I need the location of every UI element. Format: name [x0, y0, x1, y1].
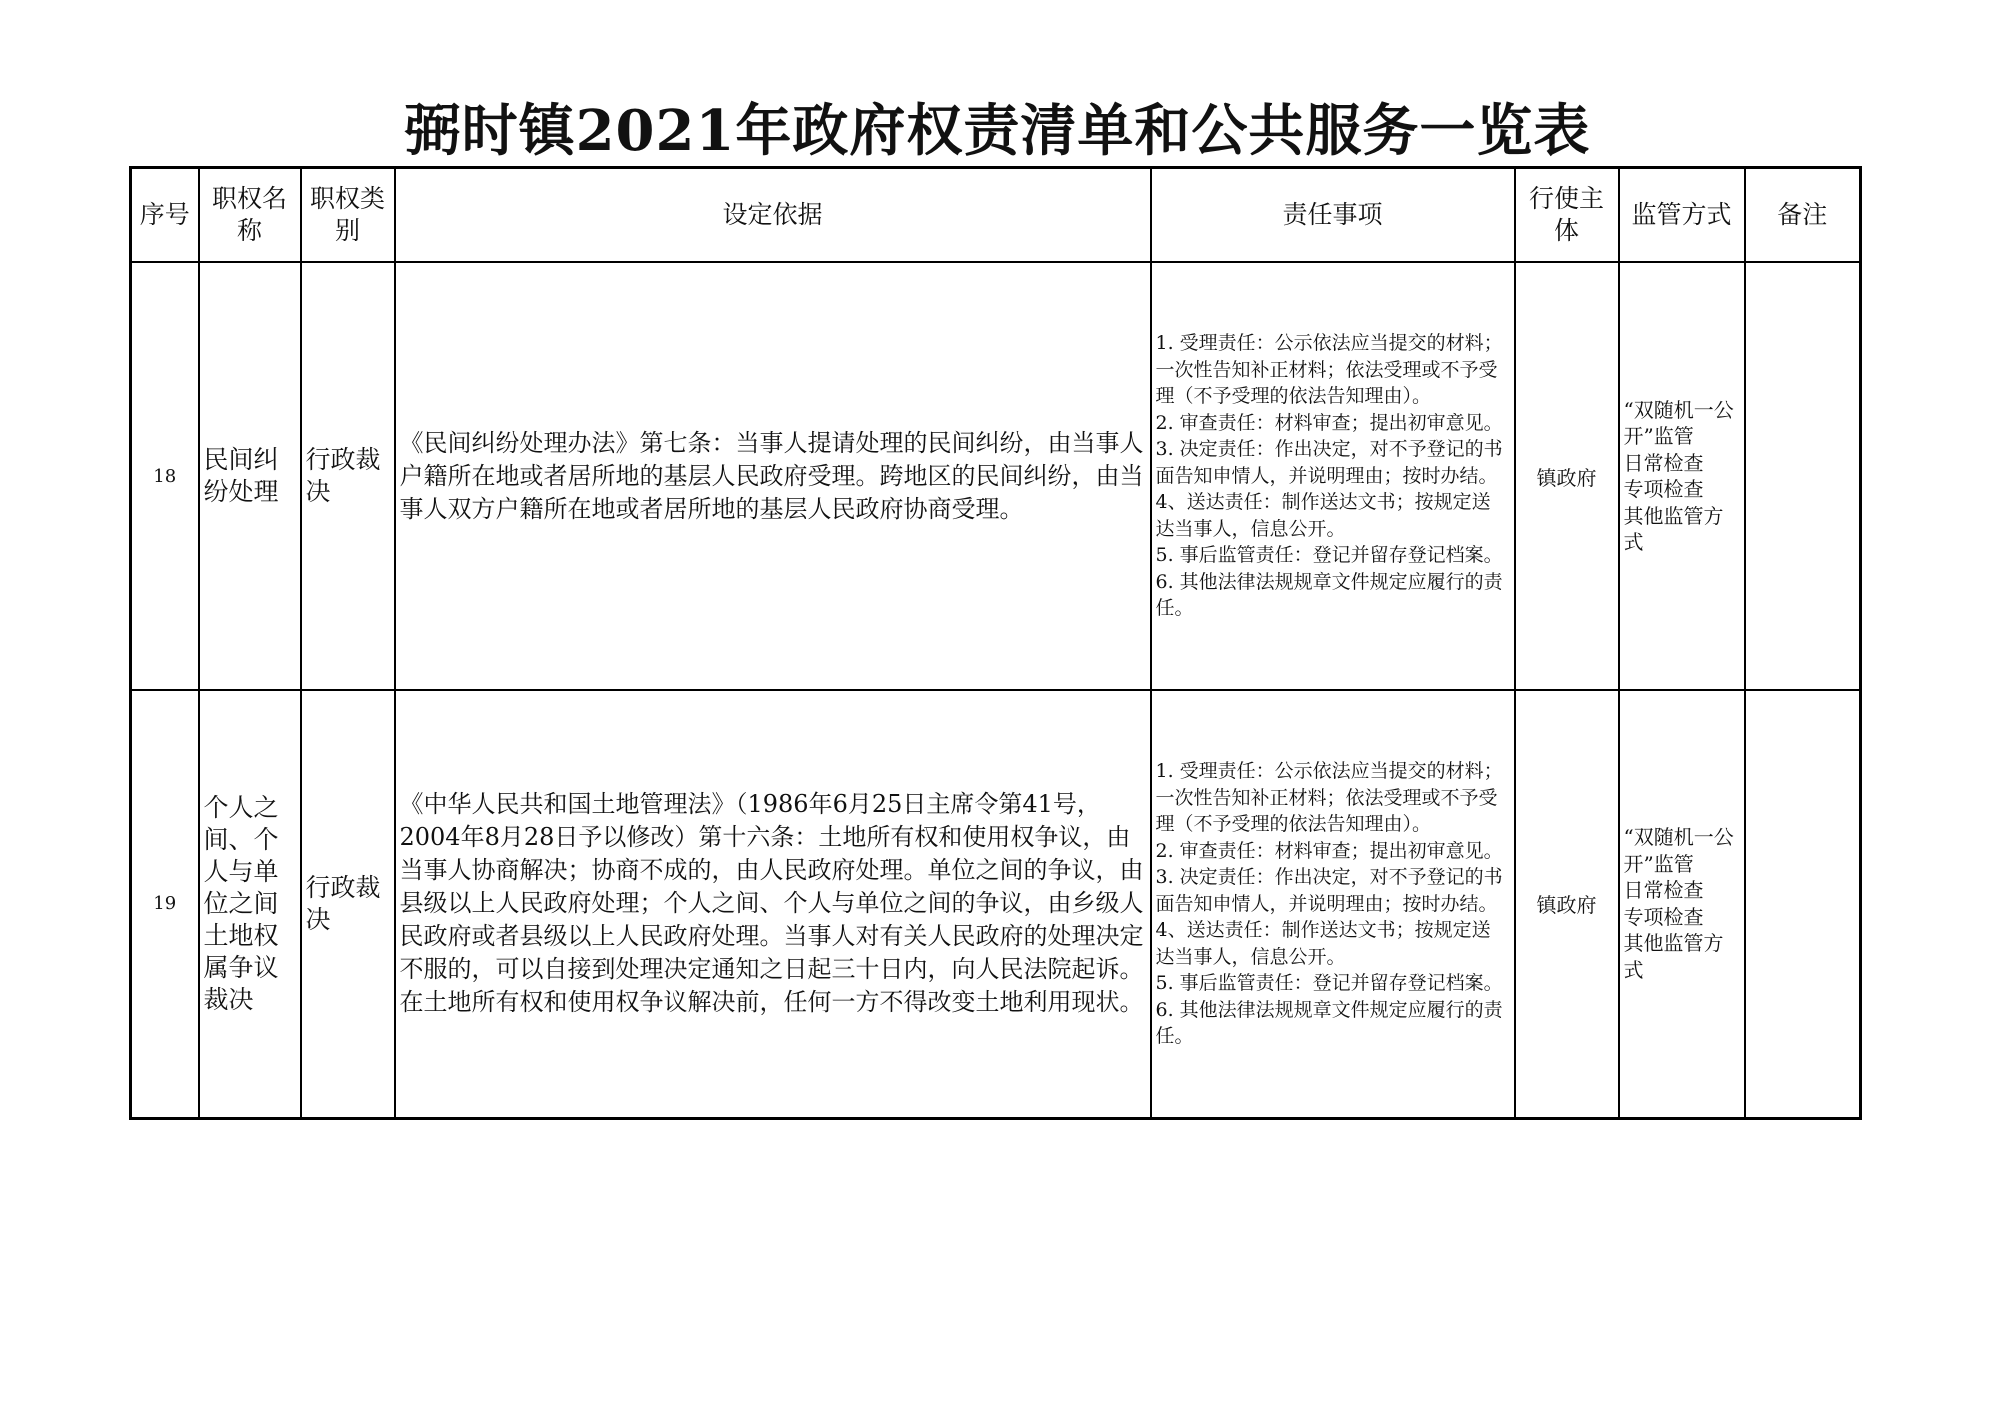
- header-resp: 责任事项: [1151, 168, 1515, 263]
- header-type: 职权类别: [301, 168, 395, 263]
- table-row: [131, 262, 1861, 690]
- cell-supervise: [1619, 690, 1745, 1118]
- cell-type: 行政裁决: [301, 690, 395, 1118]
- cell-subject: 镇政府: [1515, 262, 1619, 690]
- supervise-item: 专项检查: [1623, 904, 1704, 929]
- supervise-item: 其他监管方式: [1623, 503, 1724, 554]
- cell-subject: 镇政府: [1515, 690, 1619, 1118]
- header-row: [131, 168, 1861, 263]
- header-subject: 行使主体: [1515, 168, 1619, 263]
- supervise-item: “双随机一公开”监管: [1623, 397, 1734, 448]
- cell-resp: [1151, 262, 1515, 690]
- cell-name: 民间纠纷处理: [199, 262, 301, 690]
- header-name: 职权名称: [199, 168, 301, 263]
- resp-item: 4、送达责任：制作送达文书；按规定送达当事人，信息公开。: [1155, 919, 1491, 968]
- header-seq: 序号: [131, 168, 199, 263]
- header-note: 备注: [1745, 168, 1861, 263]
- resp-item: 3. 决定责任：作出决定，对不予登记的书面告知申情人，并说明理由；按时办结。: [1155, 866, 1503, 915]
- supervise-item: “双随机一公开”监管: [1623, 825, 1734, 876]
- resp-item: 6. 其他法律法规规章文件规定应履行的责任。: [1155, 570, 1503, 620]
- cell-basis: 《民间纠纷处理办法》第七条：当事人提请处理的民间纠纷，由当事人户籍所在地或者居所地的基层人民政府受理。跨地区的民间纠纷，由当事人双方户籍所在地或者居所地的基层人民政府协商受理。: [395, 262, 1151, 690]
- resp-item: 4、送达责任：制作送达文书；按规定送达当事人，信息公开。: [1155, 491, 1491, 540]
- resp-item: 1. 受理责任：公示依法应当提交的材料；一次性告知补正材料；依法受理或不予受理（不予受理的依法告知理由）。: [1155, 760, 1503, 835]
- header-basis: 设定依据: [395, 168, 1151, 263]
- resp-item: 5. 事后监管责任：登记并留存登记档案。: [1155, 972, 1503, 994]
- resp-item: 3. 决定责任：作出决定，对不予登记的书面告知申情人，并说明理由；按时办结。: [1155, 438, 1503, 487]
- supervise-item: 专项检查: [1623, 477, 1704, 501]
- cell-seq: 19: [131, 690, 199, 1118]
- cell-note: [1745, 262, 1861, 690]
- cell-type: 行政裁决: [301, 262, 395, 690]
- resp-item: 2. 审查责任：材料审查；提出初审意见。: [1155, 839, 1503, 862]
- header-supervise: 监管方式: [1619, 168, 1745, 263]
- resp-item: 6. 其他法律法规规章文件规定应履行的责任。: [1155, 998, 1503, 1047]
- cell-name: 个人之间、个人与单位之间土地权属争议裁决: [199, 690, 301, 1118]
- table-row: [131, 690, 1861, 1118]
- resp-item: 2. 审查责任：材料审查；提出初审意见。: [1155, 411, 1503, 434]
- cell-resp: [1151, 690, 1515, 1118]
- powers-table: [129, 166, 1862, 1120]
- cell-seq: 18: [131, 262, 199, 690]
- cell-note: [1745, 690, 1861, 1118]
- supervise-item: 其他监管方式: [1623, 931, 1724, 982]
- page-title: 弼时镇2021年政府权责清单和公共服务一览表: [404, 98, 1591, 164]
- supervise-item: 日常检查: [1623, 450, 1704, 475]
- cell-basis: 《中华人民共和国土地管理法》（1986年6月25日主席令第41号，2004年8月28日予以修改）第十六条：土地所有权和使用权争议，由当事人协商解决；协商不成的，由人民政府处理。单位之间的争议，由县级以上人民政府处理；个人之间、个人与单位之间的争议，由乡级人民政府或者县级以上人民政府处理。当事人对有关人民政府的处理决定不服的，可以自接到处理决定通知之日起三十日内，向人民法院起诉。在土地所有权和使用权争议解决前，任何一方不得改变土地利用现状。: [395, 690, 1151, 1118]
- cell-supervise: [1619, 262, 1745, 690]
- supervise-item: 日常检查: [1623, 878, 1704, 903]
- resp-item: 1. 受理责任：公示依法应当提交的材料；一次性告知补正材料；依法受理或不予受理（不予受理的依法告知理由）。: [1155, 332, 1503, 408]
- resp-item: 5. 事后监管责任：登记并留存登记档案。: [1155, 544, 1503, 567]
